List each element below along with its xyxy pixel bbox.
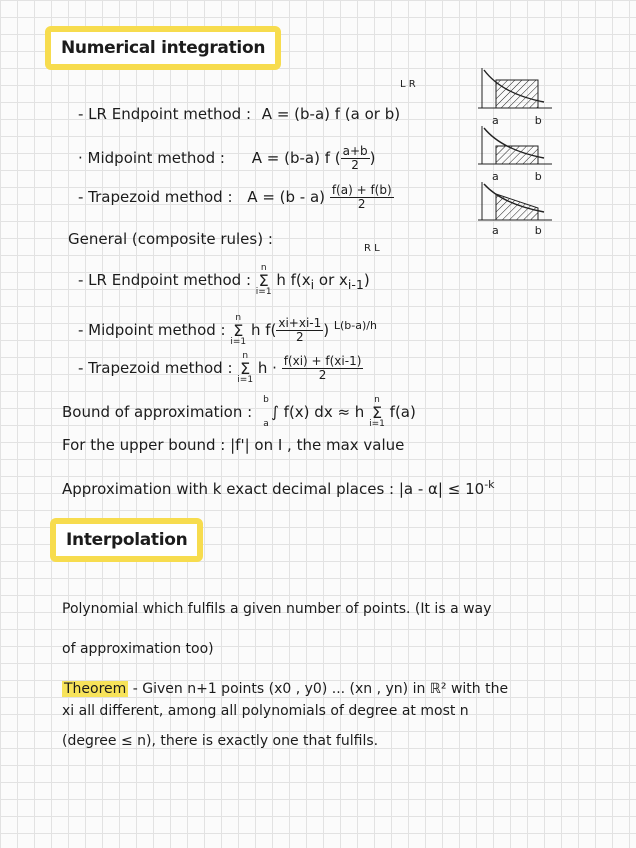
composite-lr-marks: R L <box>364 243 380 254</box>
composite-midpoint-fraction: $\frac{xi+xi-1}{2}$ <box>278 316 322 344</box>
lr-endpoint-label: - LR Endpoint method : <box>78 105 252 123</box>
midpoint-sketch <box>478 126 552 164</box>
polynomial-line-1: Polynomial which fulfils a given number of points. (It is a way <box>62 601 492 617</box>
section-title-text: Interpolation <box>66 530 188 550</box>
composite-lr-line: - LR Endpoint method : n Σ i=1 h $f(x_i$ or $x_{i-1}$) <box>78 263 370 297</box>
method-sketches <box>474 64 554 234</box>
theorem-highlight: Theorem <box>64 681 127 697</box>
bound-formula-left: ∫ f(x) dx ≈ h <box>271 403 365 421</box>
trapezoid-sketch <box>478 182 552 220</box>
composite-midpoint-note: L(b-a)/h <box>333 319 377 332</box>
composite-trapezoid-line: - Trapezoid method : n Σ i=1 h · $\frac{f(xi) + f(xi-1)}{2}$ <box>78 351 362 385</box>
midpoint-fraction: $\frac{a+b}{2}$ <box>342 144 368 172</box>
bound-formula-right: f(a) <box>389 403 416 421</box>
bound-label: Bound of approximation : <box>62 403 253 421</box>
general-heading: General (composite rules) : <box>68 230 273 248</box>
composite-midpoint-sum: n Σ i=1 <box>230 313 247 347</box>
theorem-line-3: (degree ≤ n), there is exactly one that fulfils. <box>62 733 379 749</box>
polynomial-line-2: of approximation too) <box>62 641 214 657</box>
composite-midpoint-label: - Midpoint method : <box>78 321 226 339</box>
midpoint-label: · Midpoint method : <box>78 149 225 167</box>
composite-midpoint-line: - Midpoint method : n Σ i=1 h f( $\frac{xi+xi-1}{2}$ ) $^{L(b-a)/h}$ <box>78 313 377 347</box>
composite-trapezoid-label: - Trapezoid method : <box>78 359 233 377</box>
lr-marks: L R <box>400 79 416 90</box>
trapezoid-fraction: $\frac{f(a) + f(b)}{2}$ <box>331 183 392 211</box>
approximation-exponent: -k <box>484 478 495 491</box>
section-title-numerical-integration <box>45 26 281 70</box>
composite-lr-sum: n Σ i=1 <box>255 263 272 297</box>
bound-sum: n Σ i=1 <box>369 395 385 429</box>
bound-line <box>62 396 416 429</box>
lr-sketch <box>478 68 552 108</box>
sketch1-axis-labels: a b <box>492 114 542 127</box>
theorem-line-1: Theorem - Given n+1 points (x0 , y0) ... (xn , yn) in ℝ² with the <box>64 681 509 697</box>
lr-endpoint-formula: A = (b-a) f (a or b) <box>261 105 401 123</box>
midpoint-formula-pre: A = (b-a) f ( <box>251 149 341 167</box>
midpoint-line: · Midpoint method : A = (b-a) f ( $\frac{a+b}{2}$ ) <box>78 144 376 172</box>
upper-bound-line: For the upper bound : |f'| on I , the max value <box>62 436 405 454</box>
approximation-line: Approximation with k exact decimal places : $|a - \alpha| \le 10^{-k}$ <box>62 478 495 498</box>
theorem-line-2: xi all different, among all polynomials of degree at most n <box>62 703 469 719</box>
composite-trapezoid-sum: n Σ i=1 <box>237 351 254 385</box>
section-title-text: Numerical integration <box>61 38 266 58</box>
bound-integral-limits: ba <box>263 395 269 429</box>
trapezoid-line <box>78 184 394 211</box>
sketch3-axis-labels: a b <box>492 224 542 237</box>
composite-lr-label: - LR Endpoint method : <box>78 271 252 289</box>
sketch2-axis-labels: a b <box>492 170 542 183</box>
lr-endpoint-line <box>78 105 400 123</box>
composite-trapezoid-fraction: $\frac{f(xi) + f(xi-1)}{2}$ <box>283 354 362 382</box>
trapezoid-formula-pre: A = (b - a) <box>247 188 326 206</box>
section-title-interpolation <box>50 518 203 562</box>
trapezoid-label: - Trapezoid method : <box>78 188 233 206</box>
